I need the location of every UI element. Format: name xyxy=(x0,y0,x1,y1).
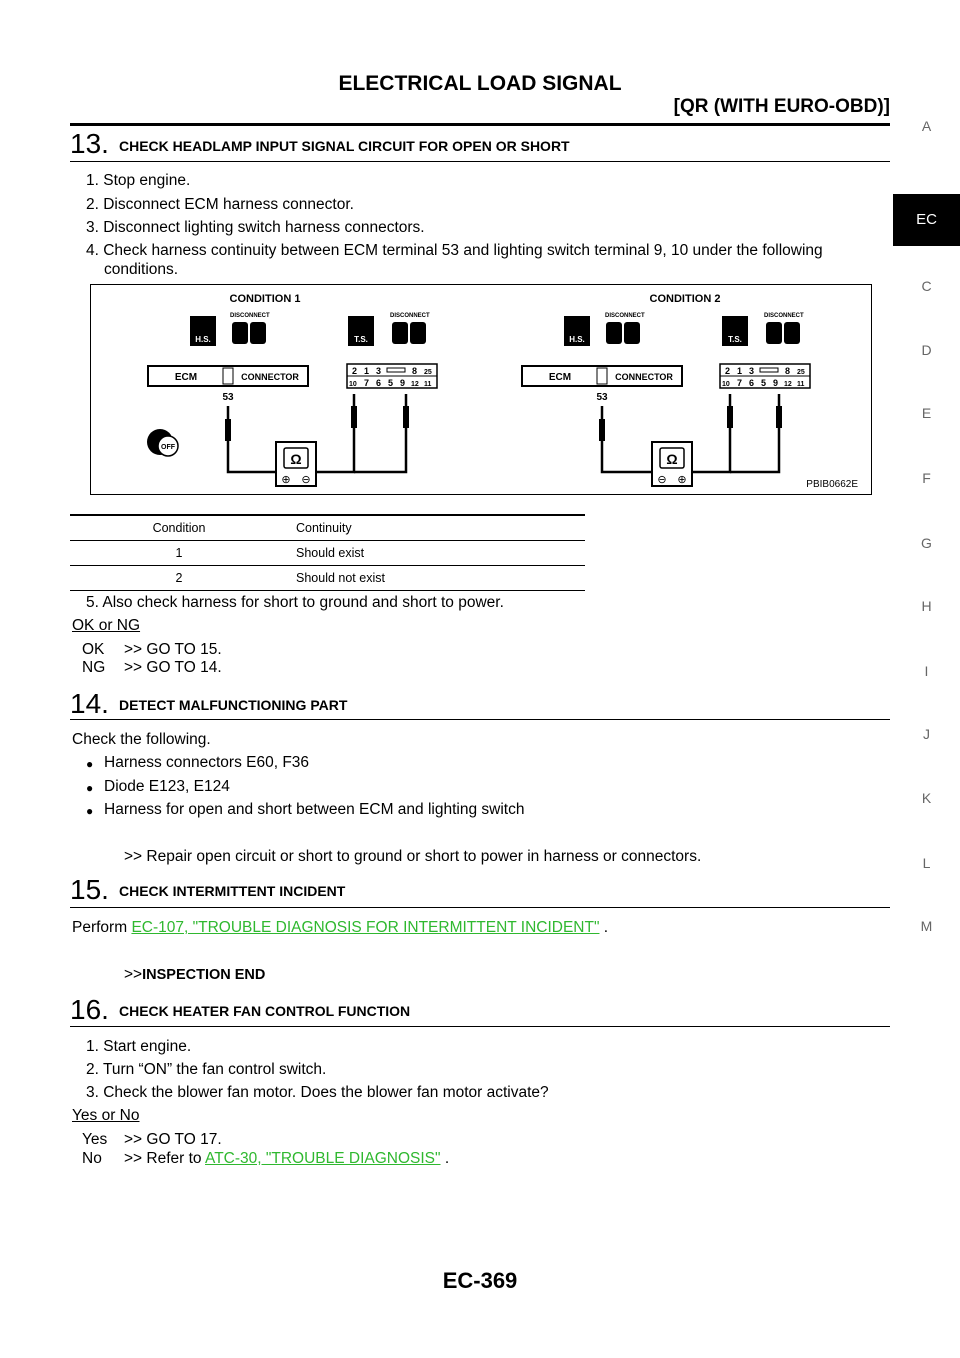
result-no-key: No xyxy=(82,1150,102,1167)
svg-text:T.S.: T.S. xyxy=(727,334,742,344)
svg-text:25: 25 xyxy=(796,368,805,376)
svg-text:10: 10 xyxy=(348,380,357,388)
svg-text:DISCONNECT: DISCONNECT xyxy=(604,312,645,319)
svg-text:T.S.: T.S. xyxy=(353,334,368,344)
section-tab-a[interactable]: A xyxy=(921,118,932,134)
svg-text:9: 9 xyxy=(399,377,405,388)
disconnect-ts-icon xyxy=(348,313,430,346)
result-yes-text: >> GO TO 17. xyxy=(124,1131,222,1148)
step-13-item-3: 3. Disconnect lighting switch harness connectors. xyxy=(86,219,425,236)
svg-text:10: 10 xyxy=(721,380,730,388)
condition-1-label: CONDITION 1 xyxy=(229,292,300,305)
step-13-item-1: 1. Stop engine. xyxy=(86,172,191,189)
section-tab-j[interactable]: J xyxy=(923,726,930,742)
svg-text:12: 12 xyxy=(410,380,419,388)
step-16-title: CHECK HEATER FAN CONTROL FUNCTION xyxy=(119,1003,411,1019)
step-14-bullet-2: Diode E123, E124 xyxy=(104,778,230,795)
svg-text:25: 25 xyxy=(423,368,432,376)
wiring-diagram-svg xyxy=(90,284,872,495)
step-13-title: CHECK HEADLAMP INPUT SIGNAL CIRCUIT FOR OPEN OR SHORT xyxy=(119,138,570,154)
step-15-rule xyxy=(70,907,890,908)
ohmmeter-2-icon xyxy=(652,442,692,486)
perform-dot: . xyxy=(603,919,609,936)
svg-text:5: 5 xyxy=(387,377,393,388)
svg-text:53: 53 xyxy=(221,391,234,403)
switch-connector-2 xyxy=(720,364,810,388)
svg-text:ECM: ECM xyxy=(548,371,571,383)
step-16-number: 16. xyxy=(70,994,109,1025)
table-cell: Should not exist xyxy=(288,566,585,591)
section-tab-e[interactable]: E xyxy=(921,405,932,421)
trouble-diagnosis-link[interactable]: ATC-30, "TROUBLE DIAGNOSIS" xyxy=(205,1150,441,1167)
svg-text:DISCONNECT: DISCONNECT xyxy=(229,312,270,319)
step-13-rule xyxy=(70,161,890,162)
section-tab-l[interactable]: L xyxy=(922,855,931,871)
svg-text:1: 1 xyxy=(363,365,369,376)
svg-text:⊖: ⊖ xyxy=(300,473,311,486)
table-cell: 2 xyxy=(70,566,288,591)
svg-text:6: 6 xyxy=(748,377,754,388)
ecm-connector-1 xyxy=(148,366,308,403)
step-15-title: CHECK INTERMITTENT INCIDENT xyxy=(119,883,346,899)
result-yes-key: Yes xyxy=(82,1131,108,1148)
svg-text:53: 53 xyxy=(595,391,608,403)
step-13-number: 13. xyxy=(70,128,109,159)
section-tab-f[interactable]: F xyxy=(922,470,931,486)
section-tab-d[interactable]: D xyxy=(921,342,932,358)
page-title: ELECTRICAL LOAD SIGNAL xyxy=(338,72,622,95)
svg-text:5: 5 xyxy=(760,377,766,388)
table-cell: 1 xyxy=(70,541,288,566)
table-header-continuity: Continuity xyxy=(288,515,585,541)
bullet-icon: ● xyxy=(86,757,94,771)
table-row xyxy=(70,566,585,591)
disconnect-hs-icon-2 xyxy=(564,313,645,346)
svg-text:3: 3 xyxy=(748,365,754,376)
section-tab-ec[interactable]: EC xyxy=(893,194,960,246)
result-ng-key: NG xyxy=(82,659,106,676)
svg-text:⊕: ⊕ xyxy=(280,473,291,486)
step-16-verdict: Yes or No xyxy=(72,1107,140,1124)
svg-text:8: 8 xyxy=(411,365,417,376)
switch-connector-1 xyxy=(347,364,437,388)
step-16-rule xyxy=(70,1026,890,1027)
svg-text:OFF: OFF xyxy=(160,443,175,451)
table-header-row xyxy=(70,515,585,541)
step-14-bullet-3: Harness for open and short between ECM and lighting switch xyxy=(104,801,525,818)
svg-text:1: 1 xyxy=(736,365,742,376)
result-arrow: >> xyxy=(124,966,143,983)
svg-text:Ω: Ω xyxy=(289,450,302,467)
step-14-title: DETECT MALFUNCTIONING PART xyxy=(119,697,348,713)
svg-text:11: 11 xyxy=(796,380,804,388)
step-16-item-1: 1. Start engine. xyxy=(86,1038,192,1055)
svg-text:2: 2 xyxy=(724,365,730,376)
disconnect-ts-icon-2 xyxy=(722,313,804,346)
section-tab-g[interactable]: G xyxy=(921,535,932,551)
svg-text:DISCONNECT: DISCONNECT xyxy=(389,312,430,319)
section-tab-k[interactable]: K xyxy=(921,790,932,806)
step-15-number: 15. xyxy=(70,874,109,905)
step-13-item-2: 2. Disconnect ECM harness connector. xyxy=(86,196,354,213)
svg-text:7: 7 xyxy=(363,377,369,388)
step-13-item-5: 5. Also check harness for short to ground and short to power. xyxy=(86,594,504,611)
section-tab-m[interactable]: M xyxy=(920,918,933,934)
svg-text:2: 2 xyxy=(351,365,357,376)
svg-text:ECM: ECM xyxy=(174,371,197,383)
ignition-off-icon xyxy=(147,429,178,456)
perform-label: Perform xyxy=(72,919,128,936)
svg-text:9: 9 xyxy=(772,377,778,388)
step-14-bullet-1: Harness connectors E60, F36 xyxy=(104,754,310,771)
result-ok-text: >> GO TO 15. xyxy=(124,641,222,658)
svg-text:3: 3 xyxy=(375,365,381,376)
step-16-item-3: 3. Check the blower fan motor. Does the blower fan motor activate? xyxy=(86,1084,549,1101)
svg-text:8: 8 xyxy=(784,365,790,376)
ecm-connector-2 xyxy=(522,366,682,403)
result-ok-key: OK xyxy=(82,641,105,658)
svg-text:H.S.: H.S. xyxy=(194,334,211,344)
wiring-diagram xyxy=(90,284,872,495)
inspection-end: INSPECTION END xyxy=(142,967,266,983)
svg-text:H.S.: H.S. xyxy=(568,334,585,344)
disconnect-hs-icon xyxy=(190,313,270,346)
step-13-verdict: OK or NG xyxy=(72,617,141,634)
svg-text:DISCONNECT: DISCONNECT xyxy=(763,312,804,319)
svg-text:6: 6 xyxy=(375,377,381,388)
step-14-rule xyxy=(70,719,890,720)
svg-text:⊖: ⊖ xyxy=(656,473,667,486)
step-15-perform xyxy=(72,919,608,937)
table-cell: Should exist xyxy=(288,541,585,566)
header-rule xyxy=(70,123,890,126)
svg-text:7: 7 xyxy=(736,377,742,388)
step-14-result: >> Repair open circuit or short to ground or short to power in harness or connectors. xyxy=(124,848,702,865)
continuity-table xyxy=(70,514,585,591)
table-header-condition: Condition xyxy=(70,515,288,541)
result-no-dot: . xyxy=(444,1150,450,1167)
step-13-item-4: 4. Check harness continuity between ECM terminal 53 and lighting switch terminal 9, 10 under the following xyxy=(86,242,823,259)
result-no-text: >> Refer to xyxy=(124,1150,202,1167)
intermittent-incident-link[interactable]: EC-107, "TROUBLE DIAGNOSIS FOR INTERMITTENT INCIDENT" xyxy=(131,919,600,936)
table-row xyxy=(70,541,585,566)
step-13-item-4-cont: conditions. xyxy=(104,261,179,278)
ohmmeter-1-icon xyxy=(276,442,316,486)
page-number: EC-369 xyxy=(442,1268,518,1293)
section-tab-h[interactable]: H xyxy=(921,598,932,614)
svg-text:CONNECTOR: CONNECTOR xyxy=(240,371,299,382)
step-14-intro: Check the following. xyxy=(72,731,211,748)
svg-text:12: 12 xyxy=(783,380,792,388)
step-15-result xyxy=(124,966,265,984)
condition-2-label: CONDITION 2 xyxy=(649,292,720,305)
diagram-code: PBIB0662E xyxy=(805,478,858,490)
section-tab-i[interactable]: I xyxy=(924,663,929,679)
bullet-icon: ● xyxy=(86,804,94,818)
result-no-line xyxy=(124,1150,449,1168)
result-ng-text: >> GO TO 14. xyxy=(124,659,222,676)
bullet-icon: ● xyxy=(86,781,94,795)
step-14-number: 14. xyxy=(70,688,109,719)
svg-text:11: 11 xyxy=(423,380,431,388)
step-16-item-2: 2. Turn “ON” the fan control switch. xyxy=(86,1061,327,1078)
svg-text:Ω: Ω xyxy=(665,450,678,467)
svg-text:CONNECTOR: CONNECTOR xyxy=(614,371,673,382)
svg-text:⊕: ⊕ xyxy=(676,473,687,486)
section-tab-c[interactable]: C xyxy=(921,278,932,294)
page-subtitle: [QR (WITH EURO-OBD)] xyxy=(673,96,890,117)
